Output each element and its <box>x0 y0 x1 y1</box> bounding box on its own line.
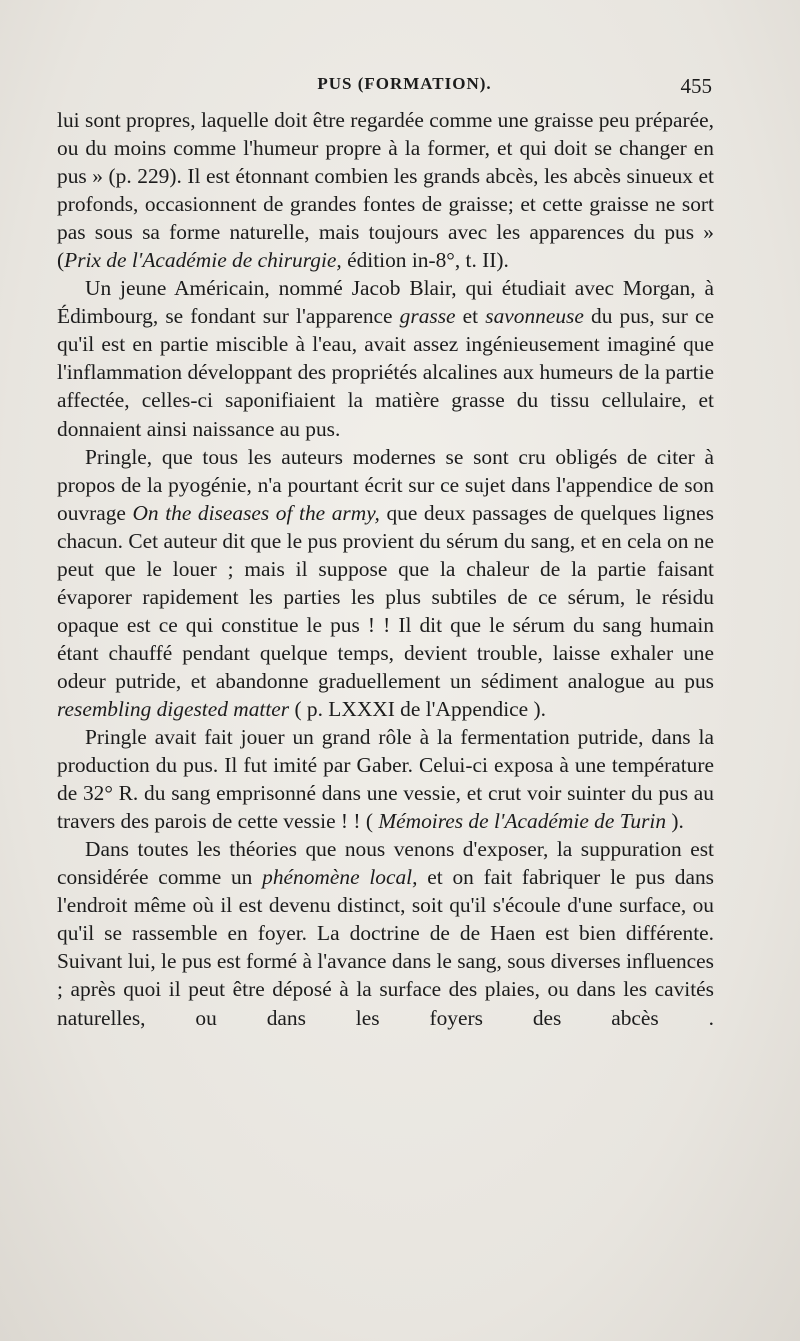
body-text <box>57 106 714 1032</box>
italic-run: phénomène local, <box>262 865 418 890</box>
text-run: que deux passages de quelques lignes chacun. Cet auteur dit que le pus provient du sérum du sang, et en cela on ne peut que le louer ; mais il suppose que la chaleur de la partie faisant évaporer rapidement les parties les plus subtiles de ce sérum, le résidu opaque est ce qui constitue le pus ! ! Il dit que le sérum du sang humain étant chauffé pendant quelque temps, devient trouble, laisse exhaler une odeur putride, et abandonne graduellement un sédiment analogue au pus <box>57 500 714 693</box>
text-run: Pringle avait fait jouer un grand rôle à la fermentation putride, dans la production du pus. Il fut imité par Gaber. Celui-ci exposa à une température de 32° R. du sang emprisonné dans une vessie, et crut voir suinter du pus au travers des parois de cette vessie ! ! ( <box>57 725 714 834</box>
italic-run: Prix de l'Académie de chirurgie, <box>64 248 342 273</box>
italic-run: savonneuse <box>485 304 584 329</box>
text-run: Dans toutes les théories que nous venons d'exposer, la suppuration est considérée comme un <box>57 837 714 890</box>
text-run: et on fait fabriquer le pus dans l'endroit même où il est devenu distinct, soit qu'il s'écoule d'une surface, ou qu'il se rassemble en foyer. La doctrine de de Haen est bien différente. Suivant lui, le pus est formé à l'avance dans le sang, sous diverses influences ; après quoi il peut être déposé à la surface des plaies, ou dans les cavités naturelles, ou dans les foyers des abcès . <box>57 865 715 1030</box>
running-head <box>57 74 712 100</box>
italic-run: grasse <box>399 304 456 329</box>
paragraph <box>57 443 714 723</box>
text-run: ( p. LXXXI de l'Appendice ). <box>289 696 546 721</box>
text-run: lui sont propres, laquelle doit être regardée comme une graisse peu préparée, ou du moins comme l'humeur propre à la former, et qui doit se changer en pus » (p. 229). Il est étonnant combien les grands abcès, les abcès sinueux et profonds, occasionnent de grandes fontes de graisse; et cette graisse ne sort pas sous sa forme naturelle, mais toujours avec les apparences du pus » ( <box>57 108 714 273</box>
italic-run: resembling digested matter <box>57 696 290 721</box>
italic-run: On the diseases of the army, <box>132 500 380 525</box>
text-run: édition in-8°, t. II). <box>341 248 509 273</box>
paragraph <box>57 274 714 442</box>
text-run: ). <box>666 809 684 834</box>
text-run: Un jeune Américain, nommé Jacob Blair, qui étudiait avec Morgan, à Édimbourg, se fondant sur l'apparence <box>57 276 714 329</box>
text-run: Pringle, que tous les auteurs modernes se sont cru obligés de citer à propos de la pyogénie, n'a pourtant écrit sur ce sujet dans l'appendice de son ouvrage <box>57 444 714 525</box>
text-run: du pus, sur ce qu'il est en partie miscible à l'eau, avait assez ingénieusement imaginé que l'inflammation développant des propriétés alcalines aux humeurs de la partie affectée, celles-ci saponifiaient la matière grasse du tissu cellulaire, et donnaient ainsi naissance au pus. <box>57 304 714 441</box>
paragraph <box>57 723 714 835</box>
text-run: et <box>455 304 486 329</box>
italic-run: Mémoires de l'Académie de Turin <box>378 809 667 834</box>
page-number: 455 <box>680 74 712 98</box>
paragraph <box>57 835 714 1031</box>
running-title: PUS (FORMATION). <box>317 74 492 93</box>
paragraph <box>57 106 714 274</box>
